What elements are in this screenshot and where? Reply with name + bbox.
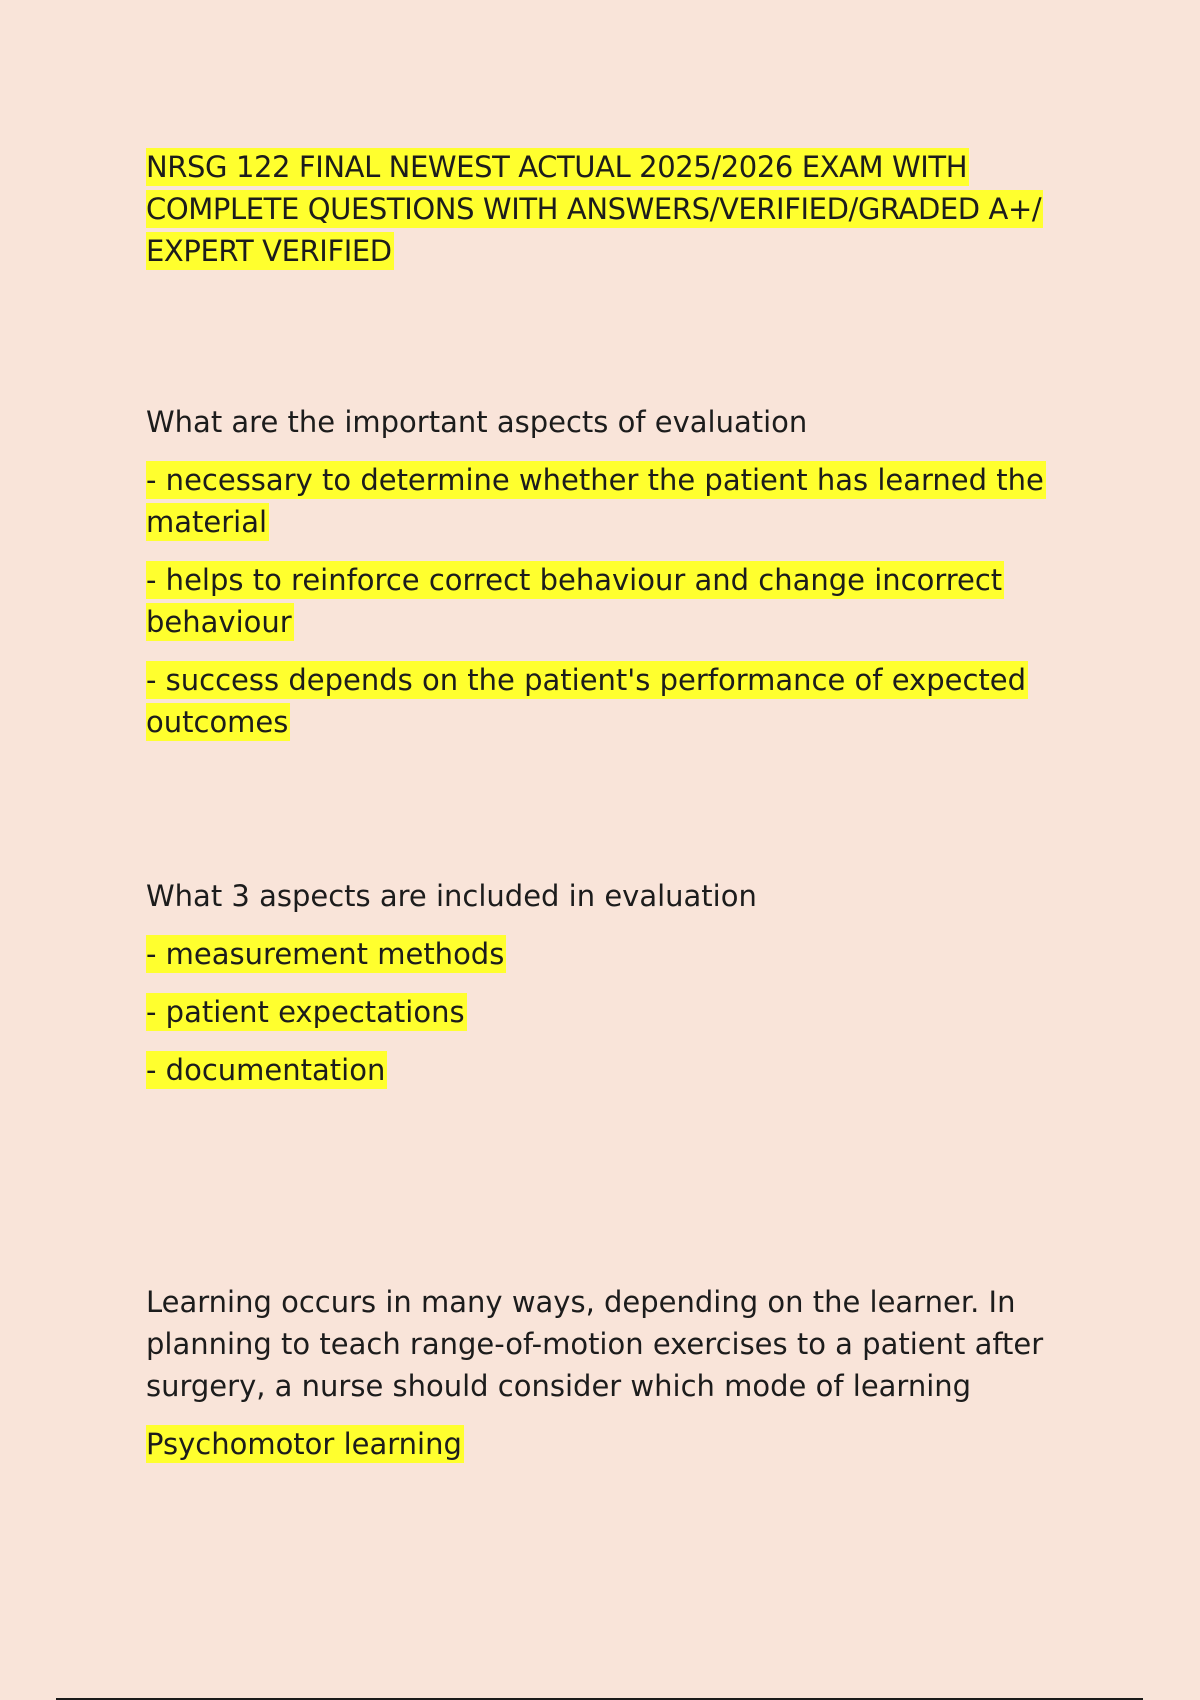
document-title bbox=[146, 146, 1046, 272]
answer-2-3: - documentation bbox=[146, 1053, 386, 1087]
document-title-text: NRSG 122 FINAL NEWEST ACTUAL 2025/2026 EXAM WITH COMPLETE QUESTIONS WITH ANSWERS/VERIFIED/GRADED A+/ EXPERT VERIFIED bbox=[146, 150, 1042, 268]
question-2: What 3 aspects are included in evaluation bbox=[146, 879, 757, 913]
answer-2-2: - patient expectations bbox=[146, 995, 465, 1029]
answer-2-1: - measurement methods bbox=[146, 937, 505, 971]
question-3: Learning occurs in many ways, depending on the learner. In planning to teach range-of-motion exercises to a patient after surgery, a nurse should consider which mode of learning bbox=[146, 1285, 1044, 1403]
question-1: What are the important aspects of evaluation bbox=[146, 405, 808, 439]
qa-block-3 bbox=[146, 1281, 1066, 1481]
answer-1-2: - helps to reinforce correct behaviour and change incorrect behaviour bbox=[146, 563, 1003, 639]
qa-block-2 bbox=[146, 875, 1066, 1107]
qa-block-1 bbox=[146, 401, 1066, 759]
answer-3-1: Psychomotor learning bbox=[146, 1427, 462, 1461]
answer-1-1: - necessary to determine whether the patient has learned the material bbox=[146, 463, 1044, 539]
answer-1-3: - success depends on the patient's performance of expected outcomes bbox=[146, 663, 1027, 739]
